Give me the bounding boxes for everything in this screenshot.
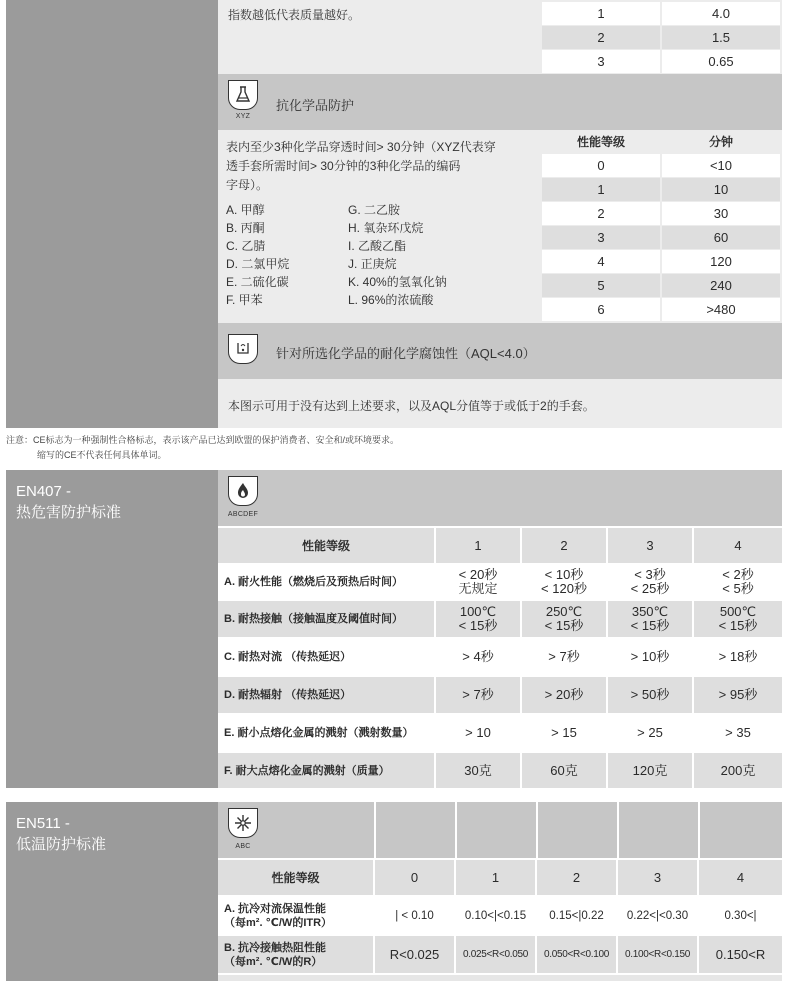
table-cell: 30克 (436, 753, 520, 788)
table-cell (608, 565, 692, 599)
chem-desc-line: 表内至少3种化学品穿透时间> 30分钟（XYZ代表穿 (226, 140, 496, 154)
table-row-level: 1 (542, 178, 660, 201)
list-item: C. 乙腈 (226, 239, 266, 253)
list-item: J. 正庚烷 (348, 257, 397, 271)
snowflake-icon (228, 808, 258, 838)
table-cell (522, 601, 606, 637)
en407-icon-caption: ABCDEF (227, 511, 259, 518)
list-item: L. 96%的浓硫酸 (348, 293, 434, 307)
table-row-value: 10 (662, 178, 780, 201)
list-item: D. 二氯甲烷 (226, 257, 290, 271)
table-cell: R<0.025 (375, 936, 454, 973)
table-cell: 0.025<R<0.050 (456, 936, 535, 973)
en511-icon-caption: ABC (235, 843, 251, 850)
cell-line: < 15秒 (458, 618, 498, 633)
en407-level-header: 2 (522, 528, 606, 563)
table-cell: > 95秒 (694, 677, 782, 713)
table-row-level: 3 (542, 50, 660, 73)
en511-row-label (218, 897, 373, 934)
table-cell: > 7秒 (436, 677, 520, 713)
en407-row-label: F. 耐大点熔化金属的溅射（质量） (218, 753, 434, 788)
en511-header-label: 性能等级 (218, 860, 373, 895)
table-cell: > 7秒 (522, 639, 606, 675)
en511-level-header: 2 (537, 860, 616, 895)
table-row-level: 1 (542, 2, 660, 25)
cell-line: 500℃ (719, 604, 757, 619)
en407-row-label: D. 耐热辐射 （传热延迟） (218, 677, 434, 713)
chem-title: 抗化学品防护 (276, 98, 355, 113)
list-item: F. 甲苯 (226, 293, 263, 307)
column-divider (617, 802, 619, 858)
label-line: A. 抗冷对流保温性能 (224, 902, 327, 915)
cell-line: 250℃ (545, 604, 583, 619)
en407-level-header: 4 (694, 528, 782, 563)
en407-row-label: C. 耐热对流 （传热延迟） (218, 639, 434, 675)
chem-desc-line: 透手套所需时间> 30分钟的3种化学品的编码 (226, 159, 461, 173)
table-cell (522, 565, 606, 599)
cell-line: < 120秒 (541, 581, 587, 596)
column-divider (698, 802, 700, 858)
en407-row-label: E. 耐小点熔化金属的溅射（溅射数量） (218, 715, 434, 751)
table-row-value: >480 (662, 298, 780, 321)
cell-line: < 15秒 (630, 618, 670, 633)
sidebar-section1 (6, 0, 218, 428)
list-item: I. 乙酸乙酯 (348, 239, 407, 253)
cell-line: 100℃ (459, 604, 497, 619)
table-cell: > 15 (522, 715, 606, 751)
cell-line: < 15秒 (718, 618, 758, 633)
cell-line: 350℃ (631, 604, 669, 619)
list-item: A. 甲醇 (226, 203, 265, 217)
list-item: B. 丙酮 (226, 221, 265, 235)
en511-level-header: 3 (618, 860, 697, 895)
cell-line: < 20秒 (458, 567, 498, 582)
en407-header-label: 性能等级 (218, 528, 434, 563)
en407-level-header: 3 (608, 528, 692, 563)
table-cell (436, 601, 520, 637)
table-row-level: 6 (542, 298, 660, 321)
cell-line: 无规定 (458, 581, 498, 596)
table-cell: > 10秒 (608, 639, 692, 675)
cell-line: < 3秒 (634, 567, 666, 582)
column-divider (455, 802, 457, 858)
table-row-level: 5 (542, 274, 660, 297)
list-item: K. 40%的氢氧化钠 (348, 275, 447, 289)
chem-desc-line: 字母）。 (226, 178, 269, 192)
column-divider (536, 802, 538, 858)
table-row-level: 4 (542, 250, 660, 273)
table-cell: > 18秒 (694, 639, 782, 675)
table-cell (694, 601, 782, 637)
table-row-value: 30 (662, 202, 780, 225)
table-cell: 120克 (608, 753, 692, 788)
top-text: 指数越低代表质量越好。 (228, 8, 361, 22)
table-row-partial (218, 975, 782, 981)
table-row-value: 0.65 (662, 50, 780, 73)
en511-name: 低温防护标准 (16, 836, 107, 853)
ce-note-line1: 注意：CE标志为一种强制性合格标志，表示该产品已达到欧盟的保护消费者、安全和/或环境要求。 (6, 435, 400, 445)
en407-name: 热危害防护标准 (16, 504, 122, 521)
table-row-level: 2 (542, 202, 660, 225)
list-item: E. 二硫化碳 (226, 275, 289, 289)
table-cell: 0.10<|<0.15 (456, 897, 535, 934)
list-item: G. 二乙胺 (348, 203, 401, 217)
table-cell: > 50秒 (608, 677, 692, 713)
column-divider (374, 802, 376, 858)
chemical-flask-icon (228, 80, 258, 110)
table-cell (608, 601, 692, 637)
flame-icon (228, 476, 258, 506)
chem-icon-caption: XYZ (235, 113, 251, 120)
cell-line: < 15秒 (544, 618, 584, 633)
en511-level-header: 4 (699, 860, 782, 895)
cell-line: < 2秒 (722, 567, 754, 582)
table-cell (694, 565, 782, 599)
table-cell: 0.050<R<0.100 (537, 936, 616, 973)
label-line: B. 抗冷接触热阻性能 (224, 941, 327, 954)
table-row-value: 4.0 (662, 2, 780, 25)
table-cell: 0.100<R<0.150 (618, 936, 697, 973)
table-cell: > 10 (436, 715, 520, 751)
en407-row-label: B. 耐热接触（接触温度及阈值时间） (218, 601, 434, 637)
en511-level-header: 0 (375, 860, 454, 895)
en511-row-label (218, 936, 373, 973)
ce-note-line2: 缩写的CE不代表任何具体单词。 (37, 450, 167, 460)
table-cell: > 35 (694, 715, 782, 751)
table-row-value: 1.5 (662, 26, 780, 49)
table-cell: > 4秒 (436, 639, 520, 675)
table-row-level: 0 (542, 154, 660, 177)
corrosion-icon (228, 334, 258, 364)
en511-level-header: 1 (456, 860, 535, 895)
table-cell: | < 0.10 (375, 897, 454, 934)
cell-line: < 5秒 (722, 581, 754, 596)
table-cell (436, 565, 520, 599)
label-line: （每m². ℃/W的ITR） (224, 916, 333, 929)
cell-line: < 10秒 (544, 567, 584, 582)
table-row-level: 2 (542, 26, 660, 49)
en407-level-header: 1 (436, 528, 520, 563)
label-line: （每m². ℃/W的R） (224, 955, 323, 968)
table-cell: 0.150<R (699, 936, 782, 973)
table-cell: 200克 (694, 753, 782, 788)
chem-table-header-level: 性能等级 (576, 135, 625, 149)
table-row-value: 60 (662, 226, 780, 249)
table-row-level: 3 (542, 226, 660, 249)
list-item: H. 氧杂环戊烷 (348, 221, 424, 235)
corrosion-note: 本图示可用于没有达到上述要求，以及AQL分值等于或低于2的手套。 (228, 399, 595, 413)
corrosion-title: 针对所选化学品的耐化学腐蚀性（AQL<4.0） (276, 346, 536, 361)
table-cell: 60克 (522, 753, 606, 788)
table-cell: > 20秒 (522, 677, 606, 713)
table-row-value: <10 (662, 154, 780, 177)
cell-line: < 25秒 (630, 581, 670, 596)
chem-table-header-minutes: 分钟 (708, 135, 733, 149)
en407-row-label: A. 耐火性能（燃烧后及预热后时间） (218, 565, 434, 599)
table-cell: 0.22<|<0.30 (618, 897, 697, 934)
en511-code: EN511 - (16, 815, 70, 832)
table-cell: > 25 (608, 715, 692, 751)
table-row-value: 120 (662, 250, 780, 273)
table-row-value: 240 (662, 274, 780, 297)
en407-header-band (218, 470, 782, 526)
table-cell: 0.15<|0.22 (537, 897, 616, 934)
en407-code: EN407 - (16, 483, 72, 500)
table-cell: 0.30<| (699, 897, 782, 934)
